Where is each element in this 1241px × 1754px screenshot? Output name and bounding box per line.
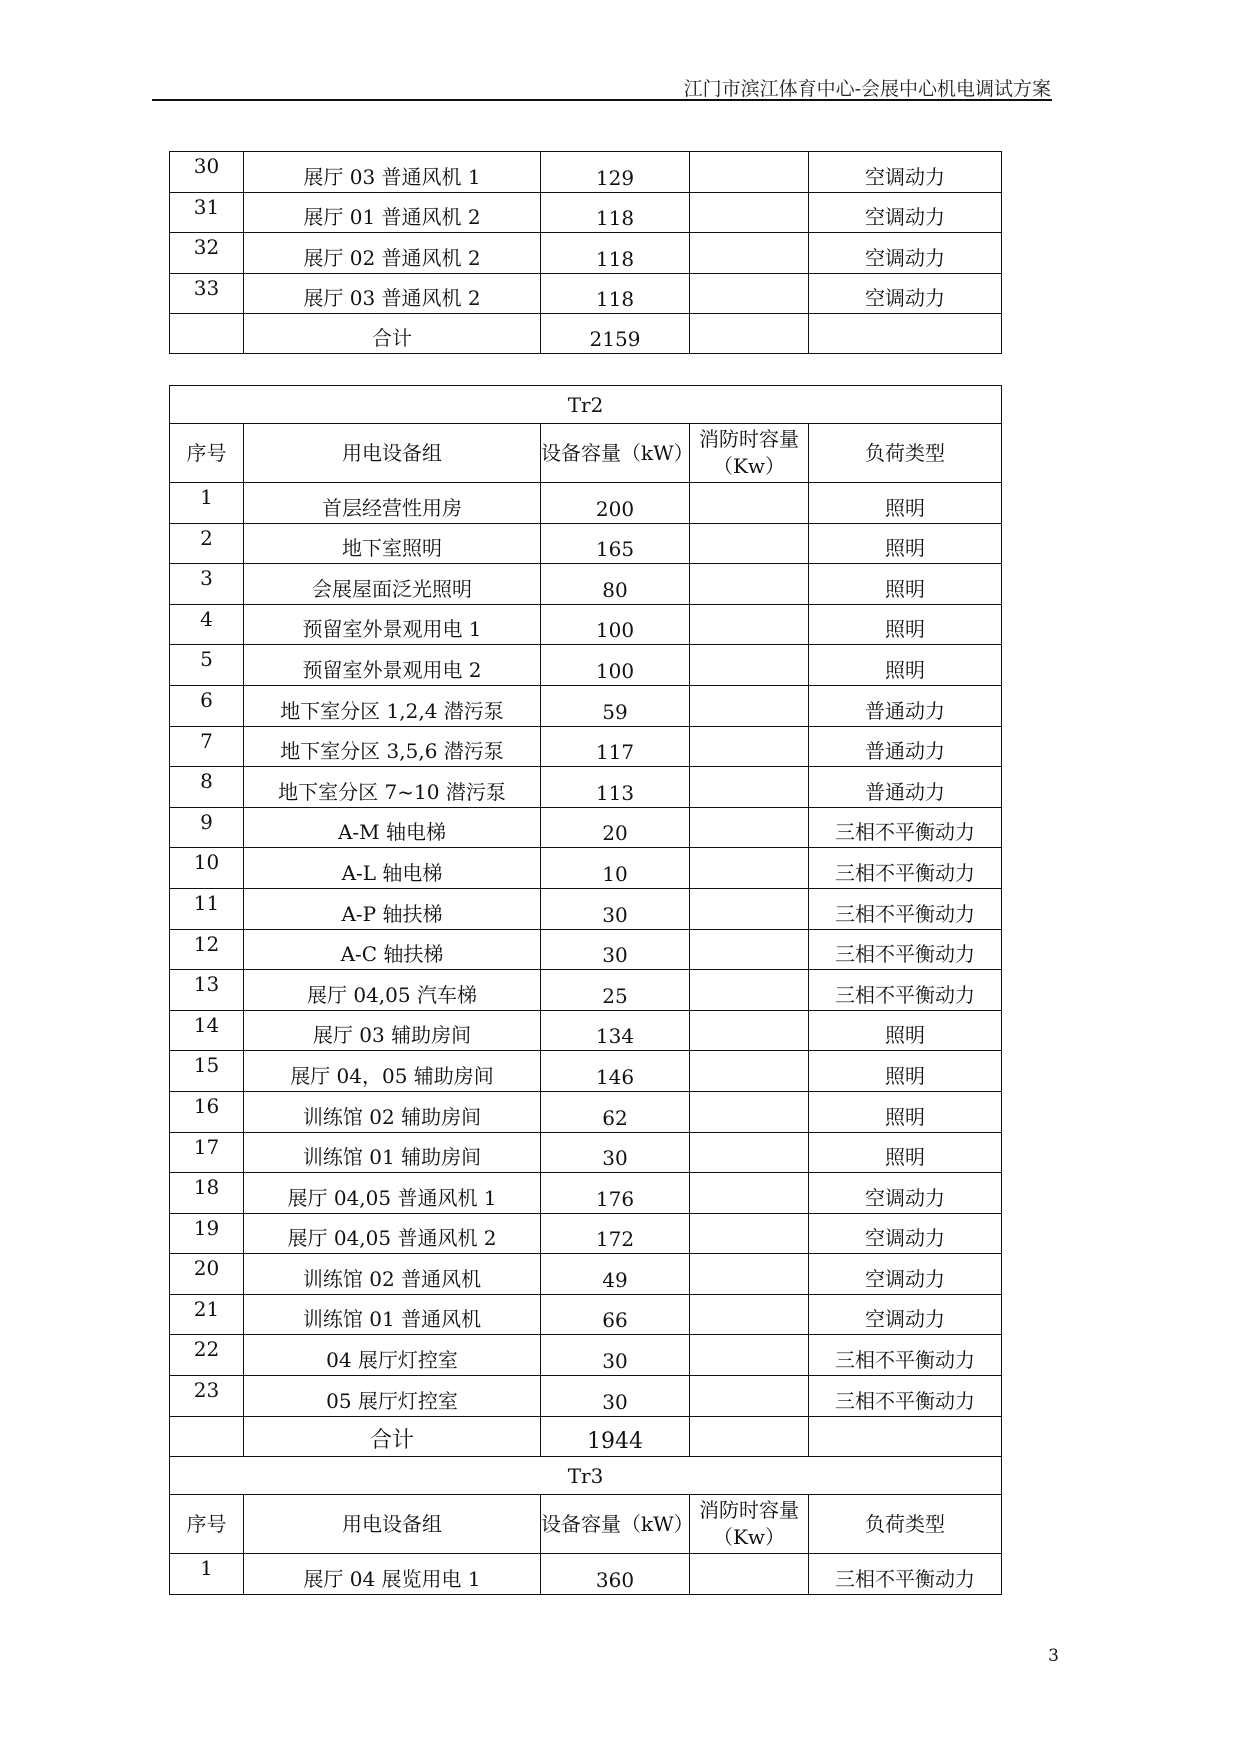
seq-cell: 21 <box>170 1294 244 1335</box>
table-row <box>170 483 1002 524</box>
column-header-capacity: 设备容量（kW） <box>541 424 690 483</box>
column-header-row <box>170 1495 1002 1554</box>
column-header-load-type: 负荷类型 <box>809 1495 1002 1554</box>
equipment-group-cell: 地下室分区 1,2,4 潜污泵 <box>244 685 541 726</box>
load-table-tr2 <box>169 385 1002 1457</box>
seq-cell: 18 <box>170 1173 244 1214</box>
page-number: 3 <box>1048 1646 1059 1666</box>
total-type-cell <box>809 1416 1002 1456</box>
load-type-cell: 照明 <box>809 1132 1002 1173</box>
seq-cell: 12 <box>170 929 244 970</box>
table-row <box>170 1091 1002 1132</box>
table-row <box>170 1051 1002 1092</box>
seq-cell: 23 <box>170 1376 244 1417</box>
table-row <box>170 1335 1002 1376</box>
seq-cell: 19 <box>170 1213 244 1254</box>
equipment-group-cell: A-C 轴扶梯 <box>244 929 541 970</box>
column-header-seq: 序号 <box>170 424 244 483</box>
seq-cell: 1 <box>170 483 244 524</box>
total-value-cell: 1944 <box>541 1416 690 1456</box>
seq-cell: 1 <box>170 1554 244 1595</box>
table-row <box>170 273 1002 314</box>
table2-total-row <box>170 1416 1002 1456</box>
table1-body <box>170 152 1002 314</box>
fire-capacity-cell <box>690 523 809 564</box>
fire-capacity-cell <box>690 1335 809 1376</box>
equipment-group-cell: 展厅 04,05 汽车梯 <box>244 970 541 1011</box>
capacity-cell: 30 <box>541 929 690 970</box>
table2-body <box>170 483 1002 1417</box>
equipment-group-cell: 展厅 04,05 普通风机 2 <box>244 1213 541 1254</box>
equipment-group-cell: A-P 轴扶梯 <box>244 888 541 929</box>
fire-capacity-cell <box>690 929 809 970</box>
equipment-group-cell: A-L 轴电梯 <box>244 848 541 889</box>
total-fire-cell <box>690 1416 809 1456</box>
fire-capacity-cell <box>690 767 809 808</box>
seq-cell: 14 <box>170 1010 244 1051</box>
seq-cell: 32 <box>170 233 244 274</box>
load-type-cell: 三相不平衡动力 <box>809 929 1002 970</box>
equipment-group-cell: 首层经营性用房 <box>244 483 541 524</box>
load-type-cell: 照明 <box>809 523 1002 564</box>
load-type-cell: 普通动力 <box>809 767 1002 808</box>
capacity-cell: 129 <box>541 152 690 193</box>
capacity-cell: 134 <box>541 1010 690 1051</box>
load-type-cell: 三相不平衡动力 <box>809 1335 1002 1376</box>
equipment-group-cell: 04 展厅灯控室 <box>244 1335 541 1376</box>
capacity-cell: 118 <box>541 233 690 274</box>
seq-cell: 30 <box>170 152 244 193</box>
fire-capacity-cell <box>690 152 809 193</box>
fire-capacity-cell <box>690 970 809 1011</box>
capacity-cell: 49 <box>541 1254 690 1295</box>
load-type-cell: 照明 <box>809 1091 1002 1132</box>
load-type-cell: 三相不平衡动力 <box>809 1554 1002 1595</box>
document-header-title: 江门市滨江体育中心-会展中心机电调试方案 <box>683 78 1051 100</box>
total-seq-cell <box>170 314 244 354</box>
seq-cell: 31 <box>170 192 244 233</box>
capacity-cell: 25 <box>541 970 690 1011</box>
table-row <box>170 233 1002 274</box>
column-header-group: 用电设备组 <box>244 424 541 483</box>
load-type-cell: 三相不平衡动力 <box>809 807 1002 848</box>
equipment-group-cell: 会展屋面泛光照明 <box>244 564 541 605</box>
table-row <box>170 888 1002 929</box>
capacity-cell: 360 <box>541 1554 690 1595</box>
table-row <box>170 848 1002 889</box>
load-type-cell: 照明 <box>809 645 1002 686</box>
equipment-group-cell: 展厅 04 展览用电 1 <box>244 1554 541 1595</box>
fire-capacity-cell <box>690 192 809 233</box>
table-row <box>170 645 1002 686</box>
total-label-cell: 合计 <box>244 1416 541 1456</box>
equipment-group-cell: 05 展厅灯控室 <box>244 1376 541 1417</box>
capacity-cell: 30 <box>541 1376 690 1417</box>
table-row <box>170 929 1002 970</box>
capacity-cell: 146 <box>541 1051 690 1092</box>
total-seq-cell <box>170 1416 244 1456</box>
load-type-cell: 三相不平衡动力 <box>809 1376 1002 1417</box>
load-type-cell: 照明 <box>809 1051 1002 1092</box>
capacity-cell: 100 <box>541 604 690 645</box>
equipment-group-cell: 地下室照明 <box>244 523 541 564</box>
fire-capacity-cell <box>690 564 809 605</box>
total-value-cell: 2159 <box>541 314 690 354</box>
equipment-group-cell: 展厅 04,05 普通风机 1 <box>244 1173 541 1214</box>
seq-cell: 22 <box>170 1335 244 1376</box>
column-header-load-type: 负荷类型 <box>809 424 1002 483</box>
seq-cell: 7 <box>170 726 244 767</box>
capacity-cell: 59 <box>541 685 690 726</box>
fire-capacity-cell <box>690 645 809 686</box>
header-rule <box>152 99 1052 101</box>
fire-capacity-cell <box>690 1010 809 1051</box>
table-title: Tr3 <box>170 1457 1002 1495</box>
seq-cell: 6 <box>170 685 244 726</box>
equipment-group-cell: 展厅 03 辅助房间 <box>244 1010 541 1051</box>
fire-capacity-cell <box>690 685 809 726</box>
equipment-group-cell: 地下室分区 7~10 潜污泵 <box>244 767 541 808</box>
equipment-group-cell: 展厅 03 普通风机 1 <box>244 152 541 193</box>
table-row <box>170 523 1002 564</box>
seq-cell: 5 <box>170 645 244 686</box>
capacity-cell: 172 <box>541 1213 690 1254</box>
table-row <box>170 1294 1002 1335</box>
seq-cell: 11 <box>170 888 244 929</box>
table-row <box>170 564 1002 605</box>
total-type-cell <box>809 314 1002 354</box>
seq-cell: 17 <box>170 1132 244 1173</box>
load-type-cell: 空调动力 <box>809 192 1002 233</box>
table-row <box>170 192 1002 233</box>
table-title: Tr2 <box>170 386 1002 424</box>
load-type-cell: 照明 <box>809 483 1002 524</box>
table1-total-row <box>170 314 1002 354</box>
capacity-cell: 118 <box>541 273 690 314</box>
load-type-cell: 空调动力 <box>809 273 1002 314</box>
equipment-group-cell: 展厅 03 普通风机 2 <box>244 273 541 314</box>
capacity-cell: 118 <box>541 192 690 233</box>
table-row <box>170 970 1002 1011</box>
total-label-cell: 合计 <box>244 314 541 354</box>
table-row <box>170 726 1002 767</box>
load-type-cell: 空调动力 <box>809 152 1002 193</box>
capacity-cell: 30 <box>541 1132 690 1173</box>
fire-capacity-cell <box>690 1132 809 1173</box>
equipment-group-cell: 训练馆 02 辅助房间 <box>244 1091 541 1132</box>
load-type-cell: 普通动力 <box>809 726 1002 767</box>
fire-capacity-cell <box>690 848 809 889</box>
fire-capacity-cell <box>690 1091 809 1132</box>
column-header-seq: 序号 <box>170 1495 244 1554</box>
table-row <box>170 1173 1002 1214</box>
table-row <box>170 1376 1002 1417</box>
table-row <box>170 604 1002 645</box>
capacity-cell: 62 <box>541 1091 690 1132</box>
load-type-cell: 空调动力 <box>809 233 1002 274</box>
fire-capacity-cell <box>690 1173 809 1214</box>
equipment-group-cell: 预留室外景观用电 1 <box>244 604 541 645</box>
capacity-cell: 10 <box>541 848 690 889</box>
seq-cell: 4 <box>170 604 244 645</box>
equipment-group-cell: 展厅 04，05 辅助房间 <box>244 1051 541 1092</box>
load-type-cell: 三相不平衡动力 <box>809 848 1002 889</box>
fire-capacity-cell <box>690 1376 809 1417</box>
table-row <box>170 1254 1002 1295</box>
equipment-group-cell: 训练馆 02 普通风机 <box>244 1254 541 1295</box>
capacity-cell: 20 <box>541 807 690 848</box>
capacity-cell: 200 <box>541 483 690 524</box>
fire-capacity-cell <box>690 888 809 929</box>
capacity-cell: 30 <box>541 888 690 929</box>
equipment-group-cell: 预留室外景观用电 2 <box>244 645 541 686</box>
table-row <box>170 1132 1002 1173</box>
seq-cell: 3 <box>170 564 244 605</box>
equipment-group-cell: 展厅 01 普通风机 2 <box>244 192 541 233</box>
load-type-cell: 普通动力 <box>809 685 1002 726</box>
column-header-fire: 消防时容量（Kw） <box>690 1495 809 1554</box>
fire-capacity-cell <box>690 1213 809 1254</box>
table-row <box>170 1010 1002 1051</box>
load-type-cell: 空调动力 <box>809 1213 1002 1254</box>
table-row <box>170 807 1002 848</box>
capacity-cell: 30 <box>541 1335 690 1376</box>
fire-capacity-cell <box>690 233 809 274</box>
table-row <box>170 767 1002 808</box>
load-type-cell: 三相不平衡动力 <box>809 970 1002 1011</box>
total-fire-cell <box>690 314 809 354</box>
seq-cell: 9 <box>170 807 244 848</box>
capacity-cell: 176 <box>541 1173 690 1214</box>
fire-capacity-cell <box>690 1254 809 1295</box>
column-header-group: 用电设备组 <box>244 1495 541 1554</box>
load-type-cell: 空调动力 <box>809 1294 1002 1335</box>
capacity-cell: 80 <box>541 564 690 605</box>
seq-cell: 2 <box>170 523 244 564</box>
capacity-cell: 100 <box>541 645 690 686</box>
load-type-cell: 照明 <box>809 604 1002 645</box>
fire-capacity-cell <box>690 1294 809 1335</box>
load-type-cell: 空调动力 <box>809 1254 1002 1295</box>
column-header-row <box>170 424 1002 483</box>
table-row <box>170 152 1002 193</box>
capacity-cell: 66 <box>541 1294 690 1335</box>
fire-capacity-cell <box>690 1554 809 1595</box>
equipment-group-cell: A-M 轴电梯 <box>244 807 541 848</box>
equipment-group-cell: 训练馆 01 普通风机 <box>244 1294 541 1335</box>
table3-body <box>170 1554 1002 1595</box>
seq-cell: 10 <box>170 848 244 889</box>
seq-cell: 33 <box>170 273 244 314</box>
fire-capacity-cell <box>690 273 809 314</box>
column-header-capacity: 设备容量（kW） <box>541 1495 690 1554</box>
seq-cell: 16 <box>170 1091 244 1132</box>
seq-cell: 13 <box>170 970 244 1011</box>
table-row <box>170 1213 1002 1254</box>
fire-capacity-cell <box>690 807 809 848</box>
fire-capacity-cell <box>690 604 809 645</box>
capacity-cell: 113 <box>541 767 690 808</box>
column-header-fire: 消防时容量（Kw） <box>690 424 809 483</box>
capacity-cell: 117 <box>541 726 690 767</box>
seq-cell: 20 <box>170 1254 244 1295</box>
table-row <box>170 685 1002 726</box>
seq-cell: 8 <box>170 767 244 808</box>
equipment-group-cell: 地下室分区 3,5,6 潜污泵 <box>244 726 541 767</box>
fire-capacity-cell <box>690 483 809 524</box>
table-row <box>170 1554 1002 1595</box>
load-table-tr3 <box>169 1456 1002 1595</box>
load-type-cell: 空调动力 <box>809 1173 1002 1214</box>
load-type-cell: 三相不平衡动力 <box>809 888 1002 929</box>
fire-capacity-cell <box>690 726 809 767</box>
capacity-cell: 165 <box>541 523 690 564</box>
load-type-cell: 照明 <box>809 1010 1002 1051</box>
equipment-group-cell: 展厅 02 普通风机 2 <box>244 233 541 274</box>
seq-cell: 15 <box>170 1051 244 1092</box>
equipment-group-cell: 训练馆 01 辅助房间 <box>244 1132 541 1173</box>
load-table-continued <box>169 151 1002 354</box>
load-type-cell: 照明 <box>809 564 1002 605</box>
fire-capacity-cell <box>690 1051 809 1092</box>
